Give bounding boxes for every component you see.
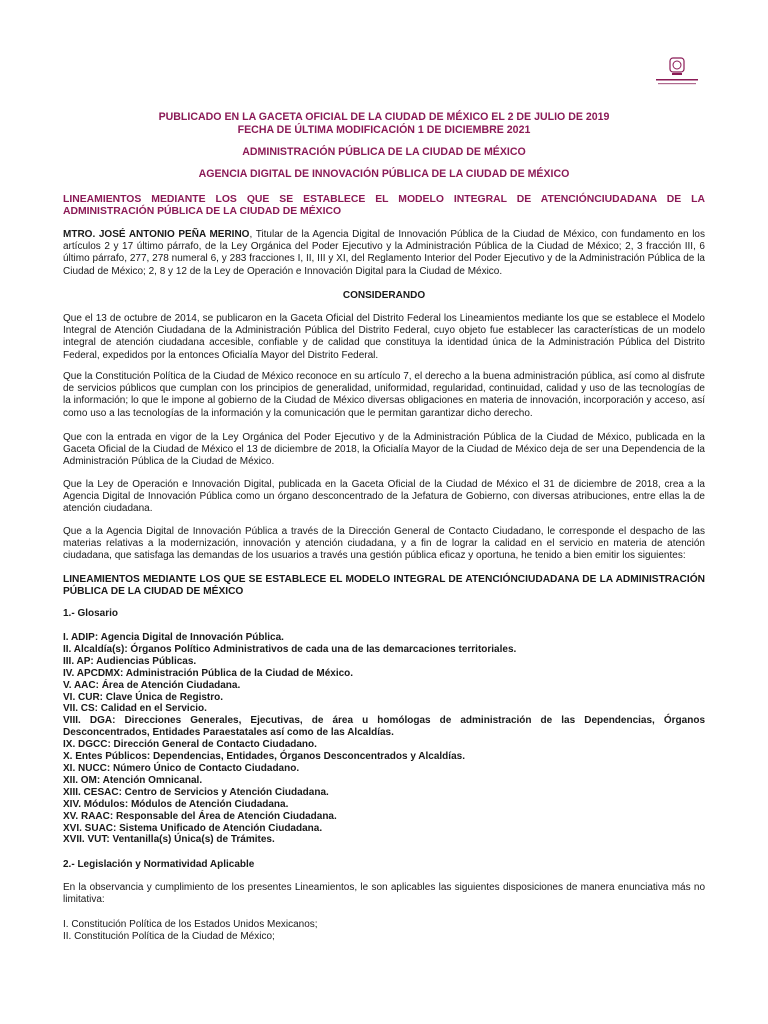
intro-paragraph bbox=[63, 229, 705, 278]
list-item: III. AP: Audiencias Públicas. bbox=[63, 655, 197, 667]
list-item: I. Constitución Política de los Estados Unidos Mexicanos; bbox=[63, 919, 318, 930]
list-item: XII. OM: Atención Omnicanal. bbox=[63, 774, 203, 786]
list-item: II. Constitución Política de la Ciudad de México; bbox=[63, 931, 275, 943]
list-item: XVI. SUAC: Sistema Unificado de Atención Ciudadana. bbox=[63, 822, 323, 834]
list-item: XVII. VUT: Ventanilla(s) Única(s) de Trámites. bbox=[63, 834, 275, 846]
list-item: XIII. CESAC: Centro de Servicios y Atención Ciudadana. bbox=[63, 786, 329, 798]
glosario-list bbox=[63, 632, 705, 846]
considerando-paragraph: Que el 13 de octubre de 2014, se publicaron en la Gaceta Oficial del Distrito Federal los Lineamientos mediante los que se establece el Modelo Integral de Atención Ciudadana de la Administración Pública del Distrito Federal, cuyo objeto fue establecer las características de un modelo integral de atención ciudadana accesible, confiable y de calidad que constituya la identidad única de la Administración Pública del Distrito Federal, expedidos por la entonces Oficialía Mayor del Distrito Federal. bbox=[63, 313, 705, 361]
administration-heading: ADMINISTRACIÓN PÚBLICA DE LA CIUDAD DE MÉXICO bbox=[242, 146, 526, 158]
list-item: XV. RAAC: Responsable del Área de Atención Ciudadana. bbox=[63, 810, 337, 822]
publication-info bbox=[63, 111, 705, 137]
intro-text: , Titular de la Agencia Digital de Innovación Pública de la Ciudad de México, con fundamento en los artículos 2 y 17 último párrafo, de la Ley Orgánica del Poder Ejecutivo y la Administración Pública de la Ciudad de México; 2, 3 fracción III, 6 último párrafo, 277, 278 numeral 6, y 283 fracciones I, II, III y XI, del Reglamento Interior del Poder Ejecutivo y de la Administración Pública de la Ciudad de México; 2, 8 y 12 de la Ley de Operación e Innovación Digital para la Ciudad de México. bbox=[63, 229, 705, 277]
signatory-name: MTRO. JOSÉ ANTONIO PEÑA MERINO bbox=[63, 229, 250, 240]
considerando-paragraph: Que la Constitución Política de la Ciudad de México reconoce en su artículo 7, el derecho a la buena administración pública, así como al disfrute de servicios públicos que cumplan con los principios de generalidad, uniformidad, regularidad, continuidad, calidad y uso de las tecnologías de la información; lo que le impone al gobierno de la Ciudad de México diversas obligaciones en materia de innovación, incorporación y acceso, así como uso a las tecnologías de la información y la comunicación que le permitan garantizar dicho derecho. bbox=[63, 371, 705, 419]
list-item: I. ADIP: Agencia Digital de Innovación Pública. bbox=[63, 632, 284, 643]
considerando-paragraph: Que a la Agencia Digital de Innovación Pública a través de la Dirección General de Contacto Ciudadano, le corresponde el despacho de las materias relativas a la modernización, innovación y atención ciudadana, y a fin de lograr la calidad en el servicio en materia de atención ciudadana, que satisfaga las demandas de los usuarios a través una gestión pública eficaz y oportuna, he tenido a bien emitir los siguientes: bbox=[63, 526, 705, 562]
legislacion-heading: 2.- Legislación y Normatividad Aplicable bbox=[63, 859, 255, 870]
published-date: PUBLICADO EN LA GACETA OFICIAL DE LA CIUDAD DE MÉXICO EL 2 DE JULIO DE 2019 bbox=[158, 111, 610, 123]
list-item: V. AAC: Área de Atención Ciudadana. bbox=[63, 679, 241, 691]
list-item: VIII. DGA: Direcciones Generales, Ejecutivas, de área u homólogas de administración de las Dependencias, Órganos Desconcentrados, Entidades Paraestatales así como de las Alcaldías. bbox=[63, 715, 705, 739]
modified-date: FECHA DE ÚLTIMA MODIFICACIÓN 1 DE DICIEMBRE 2021 bbox=[237, 124, 531, 136]
list-item: XI. NUCC: Número Único de Contacto Ciudadano. bbox=[63, 762, 300, 774]
list-item: VII. CS: Calidad en el Servicio. bbox=[63, 703, 207, 715]
considerando-heading: CONSIDERANDO bbox=[342, 290, 426, 301]
list-item: VI. CUR: Clave Única de Registro. bbox=[63, 691, 224, 703]
list-item: II. Alcaldía(s): Órganos Político Administrativos de cada una de las demarcaciones territoriales. bbox=[63, 643, 517, 655]
list-item: XIV. Módulos: Módulos de Atención Ciudadana. bbox=[63, 798, 289, 810]
legislacion-intro: En la observancia y cumplimiento de los presentes Lineamientos, le son aplicables las siguientes disposiciones de manera enunciativa más no limitativa: bbox=[63, 882, 705, 906]
glosario-heading: 1.- Glosario bbox=[63, 608, 119, 619]
cdmx-logo-icon bbox=[652, 56, 700, 90]
legislacion-list bbox=[63, 919, 705, 943]
list-item: IX. DGCC: Dirección General de Contacto Ciudadano. bbox=[63, 739, 317, 751]
agency-heading: AGENCIA DIGITAL DE INNOVACIÓN PÚBLICA DE LA CIUDAD DE MÉXICO bbox=[198, 168, 570, 180]
lineamientos-title: LINEAMIENTOS MEDIANTE LOS QUE SE ESTABLECE EL MODELO INTEGRAL DE ATENCIÓNCIUDADANA DE LA ADMINISTRACIÓN PÚBLICA DE LA CIUDAD DE MÉXICO bbox=[63, 574, 705, 597]
document-title: LINEAMIENTOS MEDIANTE LOS QUE SE ESTABLECE EL MODELO INTEGRAL DE ATENCIÓNCIUDADANA DE LA ADMINISTRACIÓN PÚBLICA DE LA CIUDAD DE MÉXICO bbox=[63, 194, 705, 217]
list-item: X. Entes Públicos: Dependencias, Entidades, Órganos Desconcentrados y Alcaldías. bbox=[63, 751, 465, 763]
considerando-paragraph: Que la Ley de Operación e Innovación Digital, publicada en la Gaceta Oficial de la Ciudad de México el 31 de diciembre de 2018, crea a la Agencia Digital de Innovación Pública como un órgano desconcentrado de la Jefatura de Gobierno, con diversas atribuciones, entre ellas la de atención ciudadana. bbox=[63, 479, 705, 515]
list-item: IV. APCDMX: Administración Pública de la Ciudad de México. bbox=[63, 667, 354, 679]
considerando-paragraph: Que con la entrada en vigor de la Ley Orgánica del Poder Ejecutivo y de la Administración Pública de la Ciudad de México, publicada en la Gaceta Oficial de la Ciudad de México el 13 de diciembre de 2018, la Oficialía Mayor de la Ciudad de México deja de ser una Dependencia de la Administración Pública de la Ciudad de México. bbox=[63, 432, 705, 468]
